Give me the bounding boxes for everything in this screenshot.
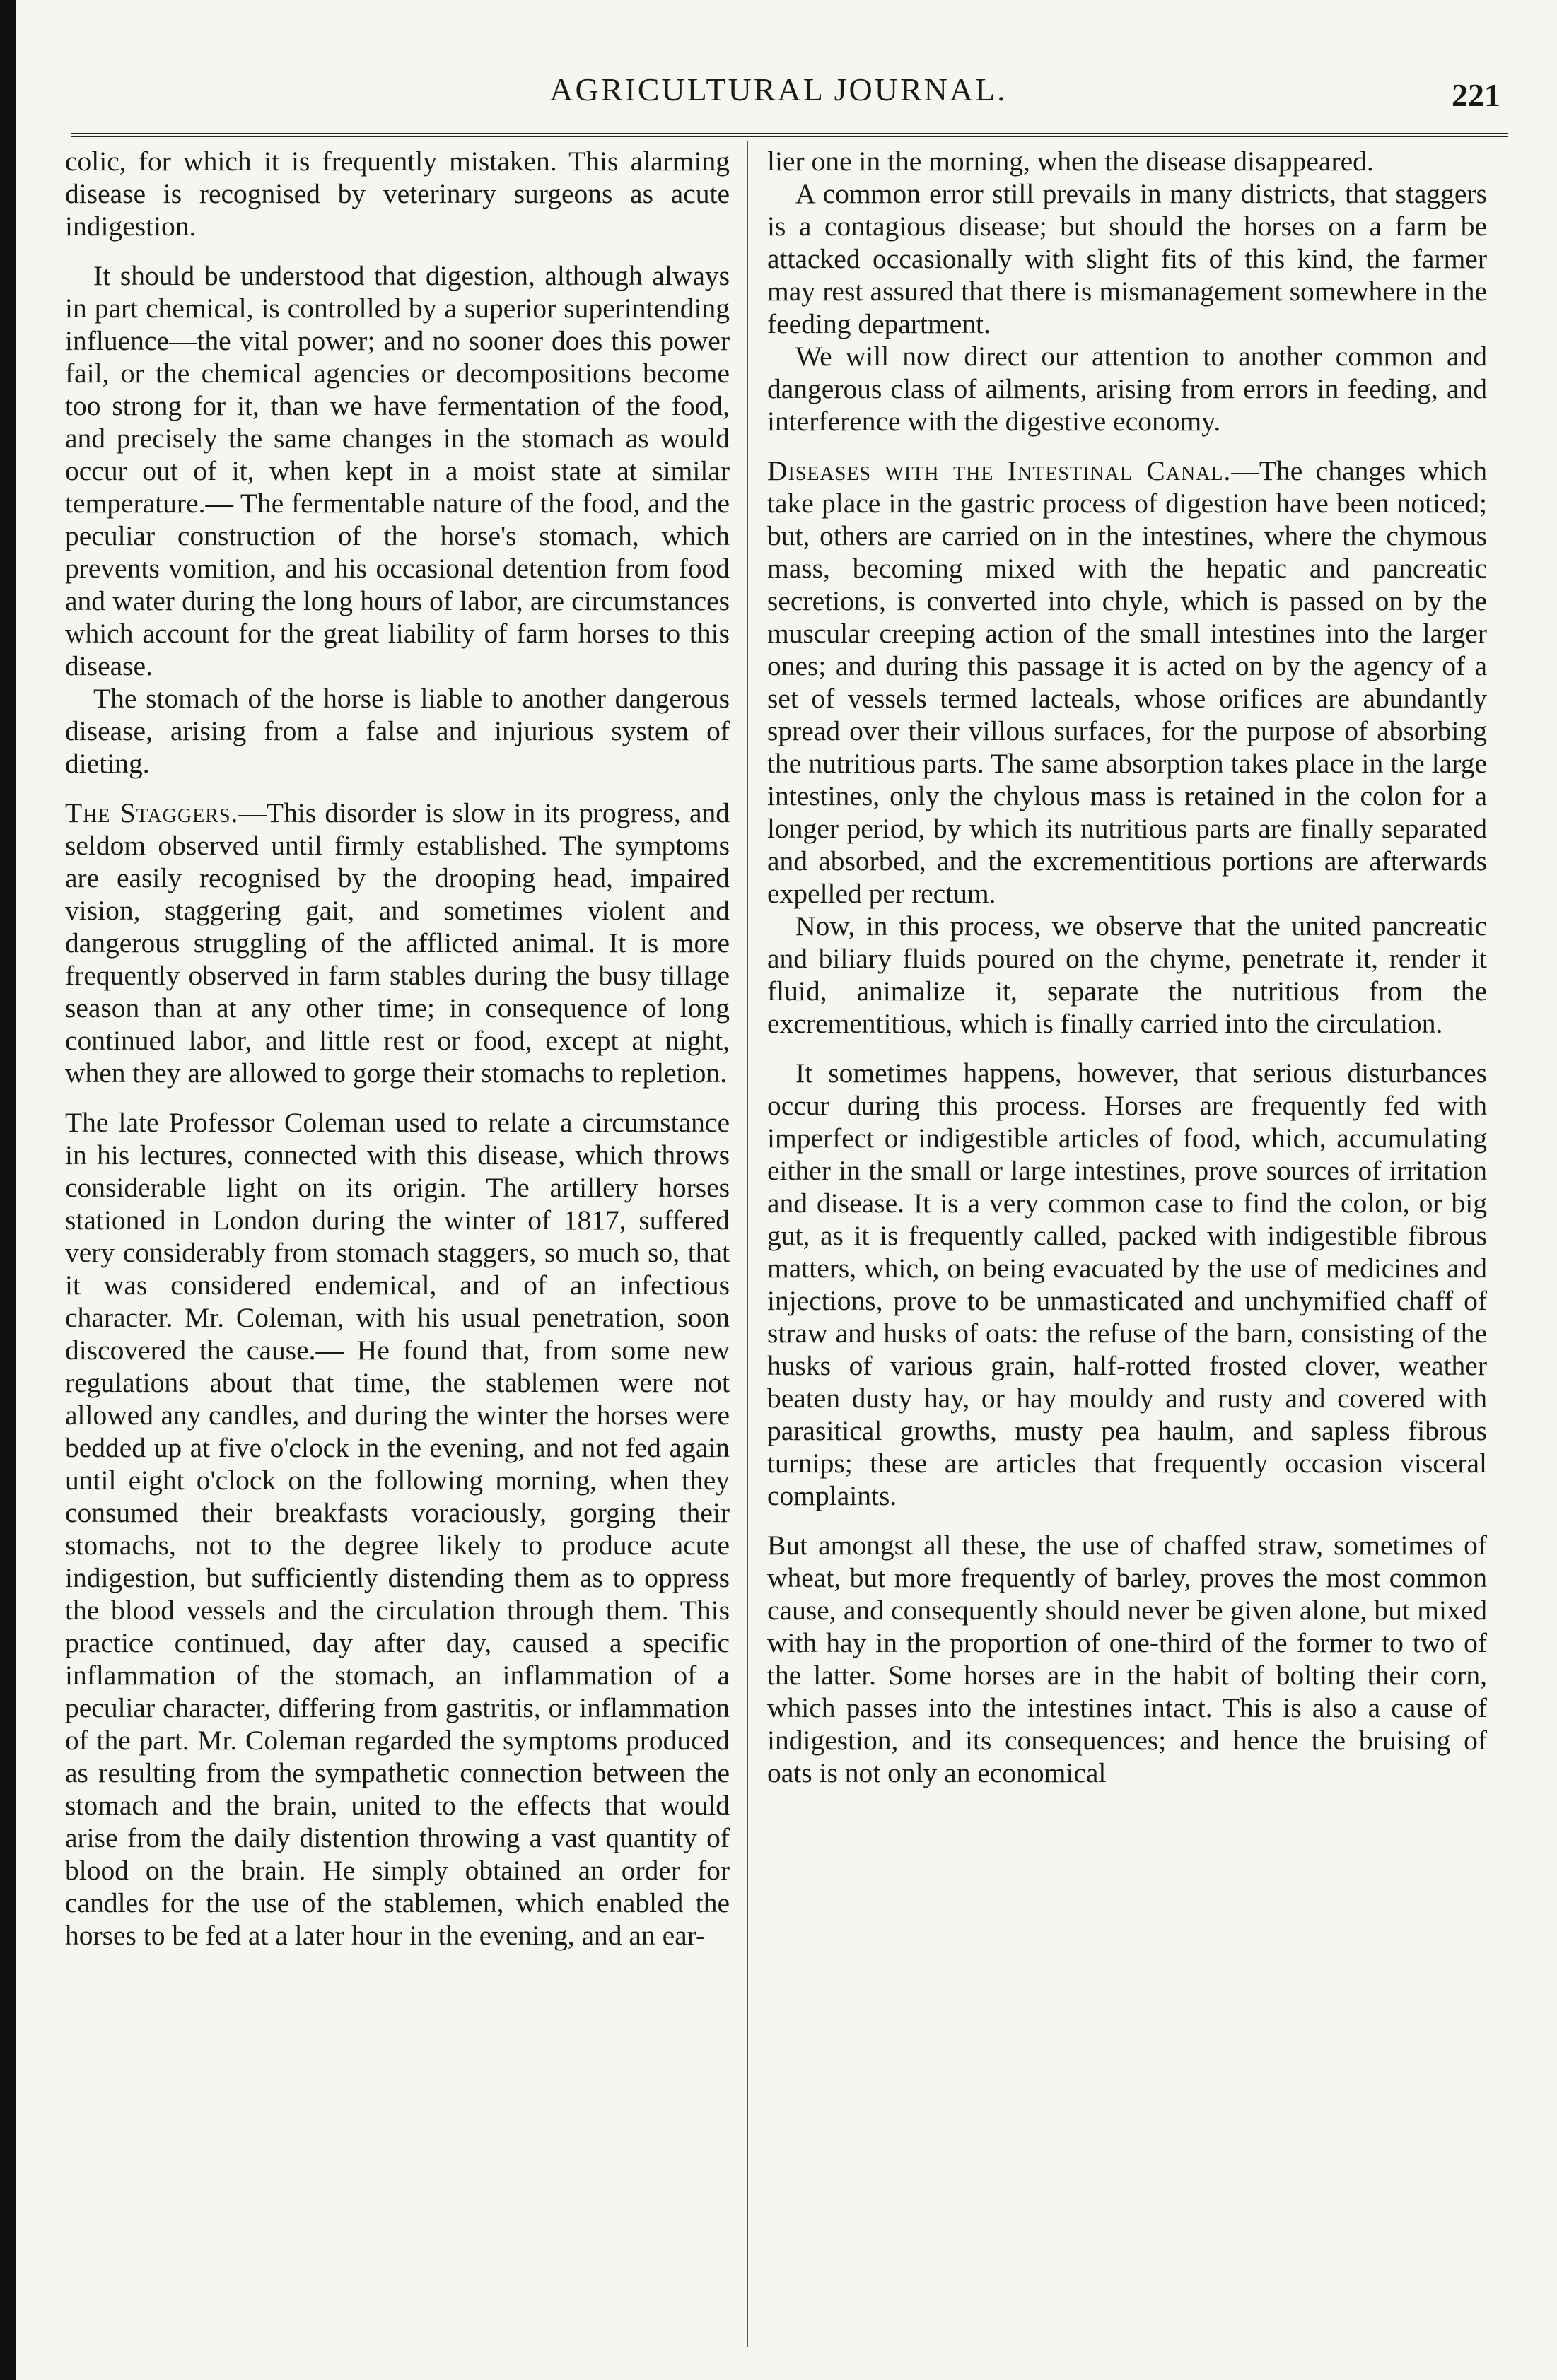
- paragraph: We will now direct our attention to another common and dangerous class of ailments, arising from errors in feeding, and interference with the digestive economy.: [767, 341, 1487, 437]
- section-text: —The changes which take place in the gastric process of digestion have been noticed; but, others are carried on in the intestines, where the chymous mass, becoming mixed with the hepatic and pancreatic secretions, is converted into chyle, which is passed on by the muscular creeping action of the small intestines into the larger ones; and during this passage it is acted on by the agency of a set of vessels termed lacteals, whose orifices are abundantly spread over their villous surfaces, for the purpose of absorbing the nutritious parts. The same absorption takes place in the large intestines, only the chylous mass is retained in the colon for a longer period, by which its nutritious parts are finally separated and absorbed, and the excrementitious portions are afterwards expelled per rectum.: [767, 455, 1487, 909]
- paragraph: Now, in this process, we observe that the united pancreatic and biliary fluids poured on the chyme, penetrate it, render it fluid, animalize it, separate the nutritious from the excrementitious, which is finally carried into the circulation.: [767, 910, 1487, 1039]
- column-divider: [747, 141, 748, 2347]
- section-text: —This disorder is slow in its progress, and seldom observed until firmly established. The symptoms are easily recognised by the drooping head, impaired vision, staggering gait, and sometimes violent and dangerous struggling of the afflicted animal. It is more frequently observed in farm stables during the busy tillage season than at any other time; in consequence of long continued labor, and little rest or food, except at night, when they are allowed to gorge their stomachs to repletion.: [65, 797, 730, 1089]
- paragraph: The late Professor Coleman used to relate a circumstance in his lectures, connected with this disease, which throws considerable light on its origin. The artillery horses stationed in London during the winter of 1817, suffered very considerably from stomach staggers, so much so, that it was considered endemical, and of an infectious character. Mr. Coleman, with his usual penetration, soon discovered the cause.— He found that, from some new regulations about that time, the stablemen were not allowed any candles, and during the winter the horses were bedded up at five o'clock in the evening, and not fed again until eight o'clock on the following morning, when they consumed their breakfasts voraciously, gorging their stomachs, not to the degree likely to produce acute indigestion, but sufficiently distending them as to oppress the blood vessels and the circulation through them. This practice continued, day after day, caused a specific inflammation of the stomach, an inflammation of a peculiar character, differing from gastritis, or inflammation of the part. Mr. Coleman regarded the symptoms produced as resulting from the sympathetic connection between the stomach and the brain, united to the effects that would arise from the daily distention throwing a vast quantity of blood on the brain. He simply obtained an order for candles for the use of the stablemen, which enabled the horses to be fed at a later hour in the evening, and an ear-: [65, 1107, 730, 1951]
- page-header: [42, 71, 1515, 134]
- section-heading: Diseases with the Intestinal Canal.: [767, 455, 1232, 486]
- paragraph: It should be understood that digestion, although always in part chemical, is controlled by a superior superintending influence—the vital power; and no sooner does this power fail, or the chemical agencies or decompositions become too strong for it, than we have fermentation of the food, and precisely the same changes in the stomach as would occur out of it, when kept in a moist state at similar temperature.— The fermentable nature of the food, and the peculiar construction of the horse's stomach, which prevents vomition, and his occasional detention from food and water during the long hours of labor, are circumstances which account for the great liability of farm horses to this disease.: [65, 260, 730, 681]
- section-paragraph: [767, 455, 1487, 910]
- section-paragraph: [65, 797, 730, 1089]
- paragraph: But amongst all these, the use of chaffed straw, sometimes of wheat, but more frequently of barley, proves the most common cause, and consequently should never be given alone, but mixed with hay in the proportion of one-third of the former to two of the latter. Some horses are in the habit of bolting their corn, which passes into the intestines intact. This is also a cause of indigestion, and its consequences; and hence the bruising of oats is not only an economical: [767, 1530, 1487, 1788]
- section-heading: The Staggers.: [65, 797, 239, 828]
- right-column: [767, 145, 1487, 1789]
- paragraph: lier one in the morning, when the disease disappeared.: [767, 146, 1374, 177]
- left-column: [65, 145, 730, 1952]
- paragraph: colic, for which it is frequently mistaken. This alarming disease is recognised by veterinary surgeons as acute indigestion.: [65, 146, 730, 242]
- binding-edge: [0, 0, 16, 2380]
- paragraph: The stomach of the horse is liable to another dangerous disease, arising from a false and injurious system of dieting.: [65, 683, 730, 779]
- header-rule: [71, 133, 1508, 137]
- paragraph: A common error still prevails in many districts, that staggers is a contagious disease; but should the horses on a farm be attacked occasionally with slight fits of this kind, the farmer may rest assured that there is mismanagement somewhere in the feeding department.: [767, 178, 1487, 339]
- paragraph: It sometimes happens, however, that serious disturbances occur during this process. Horses are frequently fed with imperfect or indigestible articles of food, which, accumulating either in the small or large intestines, prove sources of irritation and disease. It is a very common case to find the colon, or big gut, as it is frequently called, packed with indigestible fibrous matters, which, on being evacuated by the use of medicines and injections, prove to be unmasticated and unchymified chaff of straw and husks of oats: the refuse of the barn, consisting of the husks of various grain, half-rotted frosted clover, weather beaten dusty hay, or hay mouldy and rusty and covered with parasitical growths, musty pea haulm, and sapless fibrous turnips; these are articles that frequently occasion visceral complaints.: [767, 1057, 1487, 1511]
- running-head: AGRICULTURAL JOURNAL.: [549, 71, 1008, 107]
- page-number: 221: [1452, 77, 1500, 113]
